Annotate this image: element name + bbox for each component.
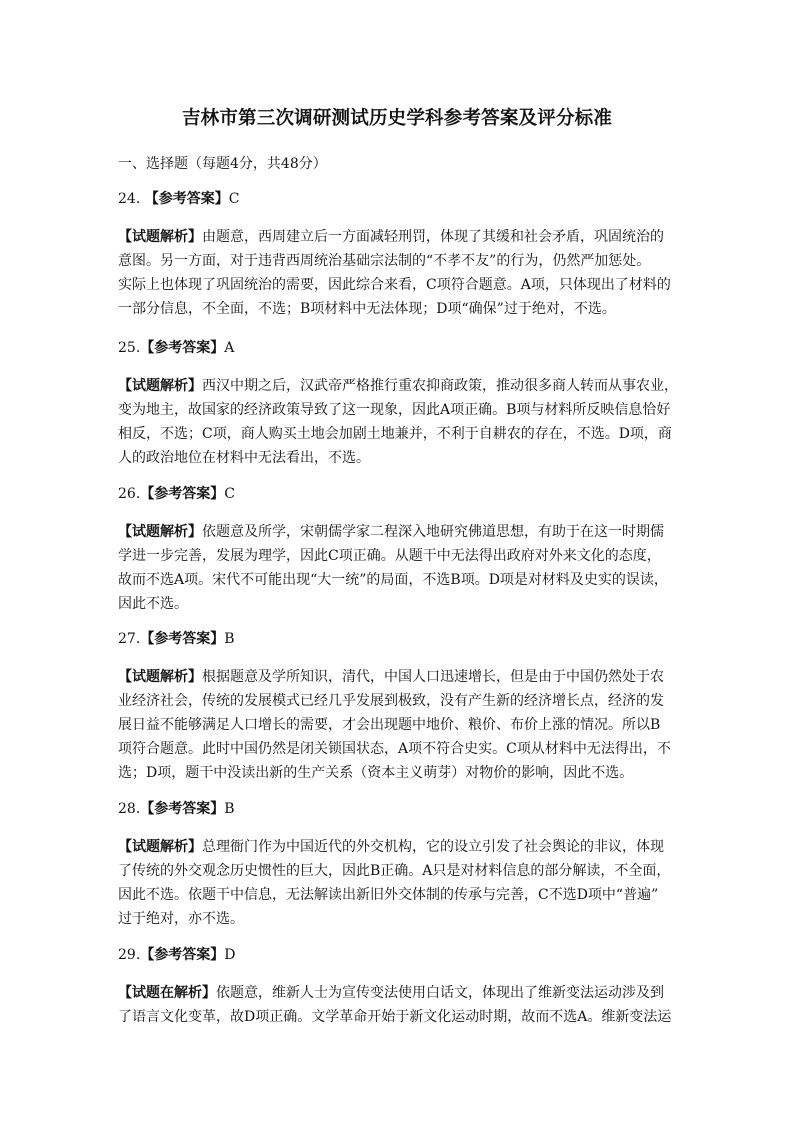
analysis-line: 人的政治地位在材料中无法看出，不选。 xyxy=(118,450,370,466)
analysis-paragraph xyxy=(118,520,680,616)
question-item-29 xyxy=(118,944,680,1029)
analysis-line: 过于绝对，亦不选。 xyxy=(118,911,244,927)
analysis-line: 学进一步完善，发展为理学，因此C项正确。从题干中无法得出政府对外来文化的态度， xyxy=(118,548,661,564)
analysis-line xyxy=(118,374,680,398)
answer-label: 【参考答案】 xyxy=(140,631,225,647)
analysis-label: 【试题解析】 xyxy=(118,669,202,685)
question-number: 27. xyxy=(118,631,141,647)
answer-value: C xyxy=(224,486,235,502)
question-number: 29. xyxy=(118,947,141,963)
analysis-label: 【试题解析】 xyxy=(118,524,202,540)
answer-label: 【参考答案】 xyxy=(144,191,229,207)
analysis-line xyxy=(118,835,680,859)
analysis-line: 变为地主，故国家的经济政策导致了这一现象，因此A项正确。B项与材料所反映信息恰好 xyxy=(118,402,671,418)
page-title: 吉林市第三次调研测试历史学科参考答案及评分标准 xyxy=(181,108,613,129)
analysis-line: 了传统的外交观念历史惯性的巨大，因此B正确。A只是对材料信息的部分解读，不全面， xyxy=(118,863,671,879)
analysis-line: 业经济社会，传统的发展模式已经几乎发展到极致，没有产生新的经济增长点，经济的发 xyxy=(118,693,664,709)
analysis-paragraph xyxy=(118,835,680,931)
analysis-line: 项符合题意。此时中国仍然是闭关锁国状态，A项不符合史实。C项从材料中无法得出，不 xyxy=(118,741,671,757)
answer-line xyxy=(118,944,680,966)
analysis-line xyxy=(118,520,680,544)
analysis-line: 意图。另一方面，对于违背西周统治基础宗法制的“不孝不友”的行为，仍然严加惩处。 xyxy=(118,253,651,269)
analysis-text: 依题意，维新人士为宣传变法使用白话文，体现出了维新变法运动涉及到 xyxy=(216,985,664,1001)
analysis-paragraph xyxy=(118,665,680,785)
analysis-line: 故而不选A项。宋代不可能出现“大一统”的局面，不选B项。D项是对材料及史实的误读， xyxy=(118,572,668,588)
analysis-text: 依题意及所学，宋朝儒学家二程深入地研究佛道思想，有助于在这一时期儒 xyxy=(202,524,664,540)
answer-line xyxy=(118,337,680,359)
answer-label: 【参考答案】 xyxy=(140,340,225,356)
answer-label: 【参考答案】 xyxy=(140,801,225,817)
answer-line xyxy=(118,188,680,210)
analysis-line: 实际上也体现了巩固统治的需要，因此综合来看，C项符合题意。A项，只体现出了材料的 xyxy=(118,277,671,293)
answer-label: 【参考答案】 xyxy=(140,486,225,502)
analysis-line: 选；D项，题干中没读出新的生产关系（资本主义萌芽）对物价的影响，因此不选。 xyxy=(118,765,634,781)
analysis-line: 因此不选。依题干中信息，无法解读出新旧外交体制的传承与完善，C不选D项中“普遍” xyxy=(118,887,659,903)
question-item-26 xyxy=(118,483,680,616)
answer-line xyxy=(118,483,680,505)
analysis-paragraph xyxy=(118,981,680,1029)
analysis-label: 【试题解析】 xyxy=(118,229,202,245)
analysis-paragraph xyxy=(118,225,680,321)
analysis-line: 因此不选。 xyxy=(118,596,188,612)
analysis-label: 【试题解析】 xyxy=(118,839,202,855)
answer-value: B xyxy=(224,631,235,647)
answer-label: 【参考答案】 xyxy=(140,947,225,963)
analysis-line: 相反，不选；C项，商人购买土地会加剧土地兼并，不利于自耕农的存在，不选。D项，商 xyxy=(118,426,672,442)
analysis-line xyxy=(118,225,680,249)
question-item-25 xyxy=(118,337,680,470)
analysis-label: 【试题在解析】 xyxy=(118,985,216,1001)
analysis-line xyxy=(118,665,680,689)
answer-line xyxy=(118,628,680,650)
analysis-line: 了语言文化变革，故D项正确。文学革命开始于新文化运动时期，故而不选A。维新变法运 xyxy=(118,1009,672,1025)
question-item-28 xyxy=(118,798,680,931)
analysis-text: 由题意，西周建立后一方面减轻刑罚，体现了其缓和社会矛盾，巩固统治的 xyxy=(202,229,664,245)
analysis-paragraph xyxy=(118,374,680,470)
question-item-24 xyxy=(118,188,680,321)
question-number: 24. xyxy=(118,191,145,207)
question-number: 28. xyxy=(118,801,141,817)
section-heading: 一、选择题（每题4分，共48分） xyxy=(118,156,327,172)
answer-line xyxy=(118,798,680,820)
analysis-text: 总理衙门作为中国近代的外交机构，它的设立引发了社会舆论的非议，体现 xyxy=(202,839,664,855)
question-item-27 xyxy=(118,628,680,785)
analysis-text: 西汉中期之后，汉武帝严格推行重农抑商政策，推动很多商人转而从事农业， xyxy=(202,378,678,394)
analysis-label: 【试题解析】 xyxy=(118,378,202,394)
answer-value: A xyxy=(224,340,235,356)
question-number: 26. xyxy=(118,486,141,502)
analysis-line: 展日益不能够满足人口增长的需要，才会出现题中地价、粮价、布价上涨的情况。所以B xyxy=(118,717,661,733)
question-number: 25. xyxy=(118,340,141,356)
answer-value: B xyxy=(224,801,235,817)
answer-value: C xyxy=(228,191,240,207)
analysis-text: 根据题意及学所知识，清代，中国人口迅速增长，但是由于中国仍然处于农 xyxy=(202,669,664,685)
analysis-line: 一部分信息，不全面，不选；B项材料中无法体现；D项“确保”过于绝对，不选。 xyxy=(118,301,616,317)
answer-value: D xyxy=(224,947,236,963)
analysis-line xyxy=(118,981,680,1005)
